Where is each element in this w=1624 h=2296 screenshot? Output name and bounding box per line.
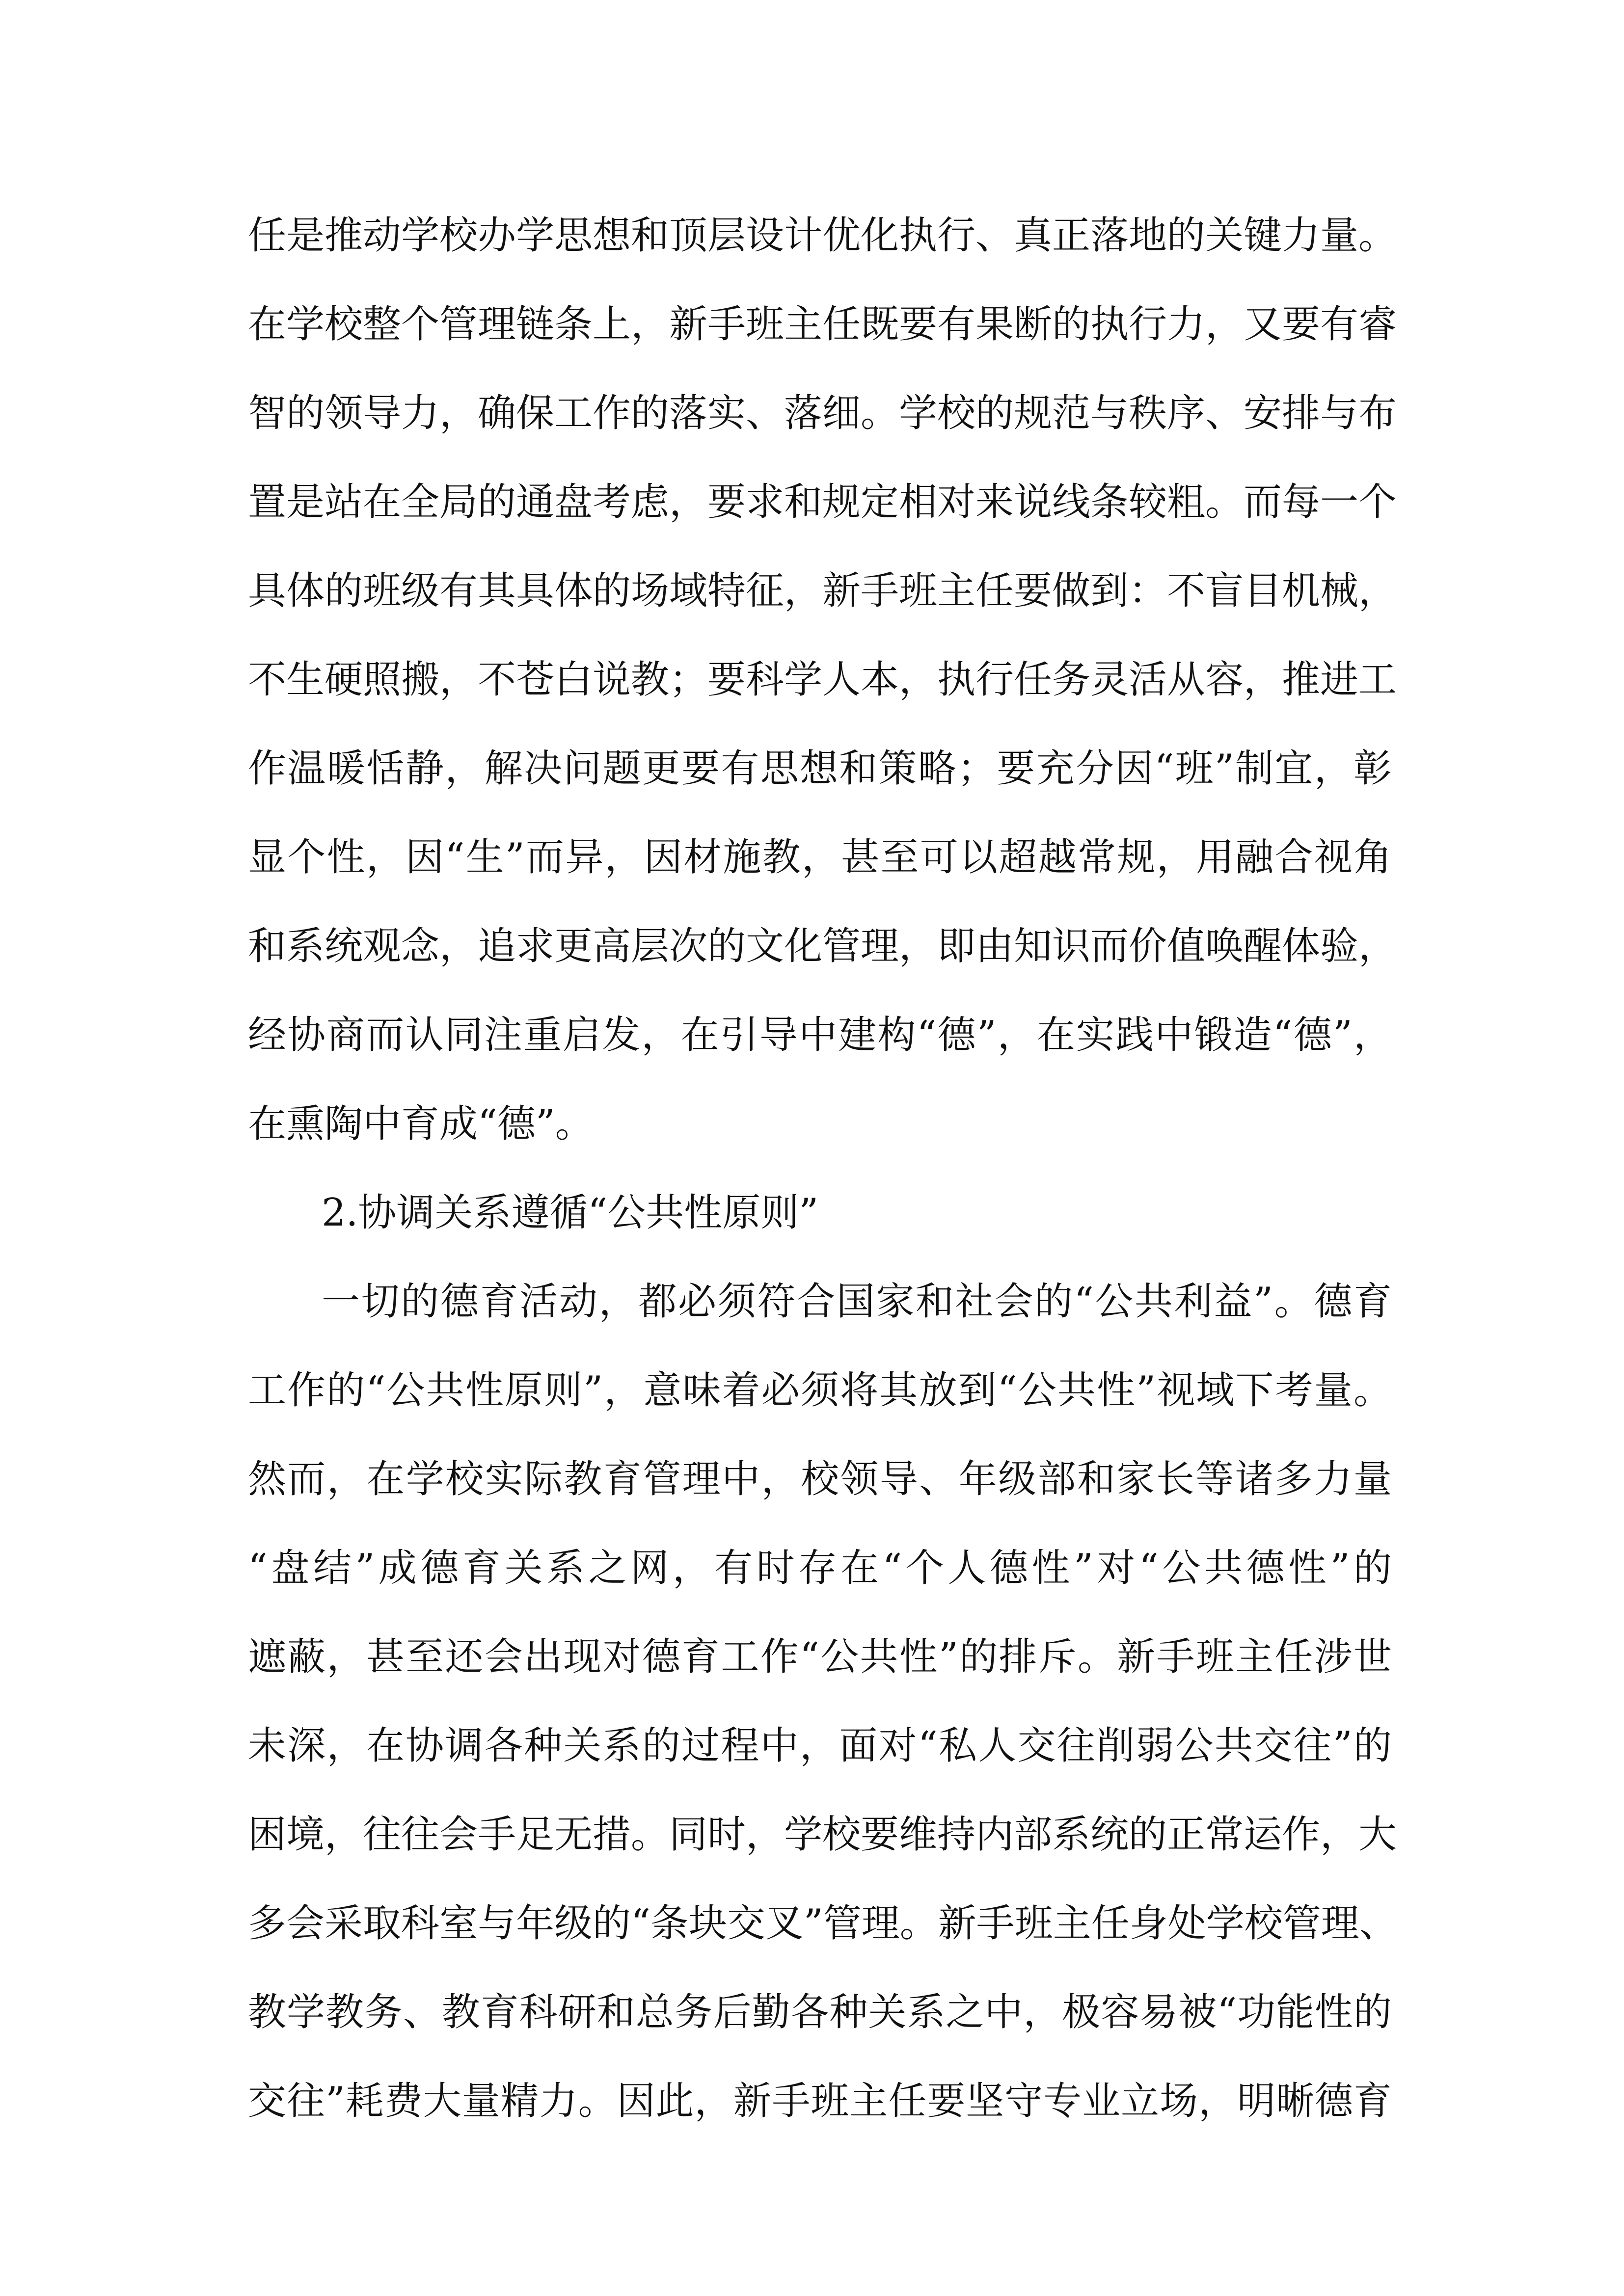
section-heading: 2.协调关系遵循“公共性原则” [322, 1191, 819, 1235]
paragraph-line: 未深，在协调各种关系的过程中，面对“私人交往削弱公共交往”的 [248, 1724, 1392, 1768]
paragraph-line: 作温暖恬静，解决问题更要有思想和策略；要充分因“班”制宜，彰 [248, 747, 1392, 791]
paragraph-line: 智的领导力，确保工作的落实、落细。学校的规范与秩序、安排与布 [248, 391, 1397, 435]
paragraph-line: 遮蔽，甚至还会出现对德育工作“公共性”的排斥。新手班主任涉世 [248, 1635, 1392, 1679]
paragraph-line: 置是站在全局的通盘考虑，要求和规定相对来说线条较粗。而每一个 [248, 480, 1397, 524]
paragraph-line: 在学校整个管理链条上，新手班主任既要有果断的执行力，又要有睿 [248, 302, 1397, 347]
paragraph-line: “盘结”成德育关系之网，有时存在“个人德性”对“公共德性”的 [248, 1546, 1392, 1590]
paragraph-line: 交往”耗费大量精力。因此，新手班主任要坚守专业立场，明晰德育 [248, 2079, 1392, 2123]
paragraph-line: 任是推动学校办学思想和顶层设计优化执行、真正落地的关键力量。 [248, 214, 1397, 258]
paragraph-line: 具体的班级有其具体的场域特征，新手班主任要做到：不盲目机械， [248, 569, 1397, 613]
document-body [248, 191, 1398, 2146]
paragraph-line: 工作的“公共性原则”，意味着必须将其放到“公共性”视域下考量。 [248, 1368, 1392, 1413]
paragraph-line: 和系统观念，追求更高层次的文化管理，即由知识而价值唤醒体验， [248, 924, 1397, 968]
paragraph-line: 教学教务、教育科研和总务后勤各种关系之中，极容易被“功能性的 [248, 1990, 1392, 2034]
paragraph-line: 困境，往往会手足无措。同时，学校要维持内部系统的正常运作，大 [248, 1813, 1397, 1857]
paragraph-line: 在熏陶中育成“德”。 [248, 1102, 594, 1146]
paragraph-line: 显个性，因“生”而异，因材施教，甚至可以超越常规，用融合视角 [248, 835, 1392, 880]
paragraph-line: 一切的德育活动，都必须符合国家和社会的“公共利益”。德育 [322, 1280, 1392, 1324]
paragraph-line: 经协商而认同注重启发，在引导中建构“德”，在实践中锻造“德”， [248, 1013, 1392, 1057]
paragraph-line: 多会采取科室与年级的“条块交叉”管理。新手班主任身处学校管理、 [248, 1901, 1398, 1946]
paragraph-line: 不生硬照搬，不苍白说教；要科学人本，执行任务灵活从容，推进工 [248, 658, 1397, 702]
paragraph-line: 然而，在学校实际教育管理中，校领导、年级部和家长等诸多力量 [248, 1457, 1392, 1501]
